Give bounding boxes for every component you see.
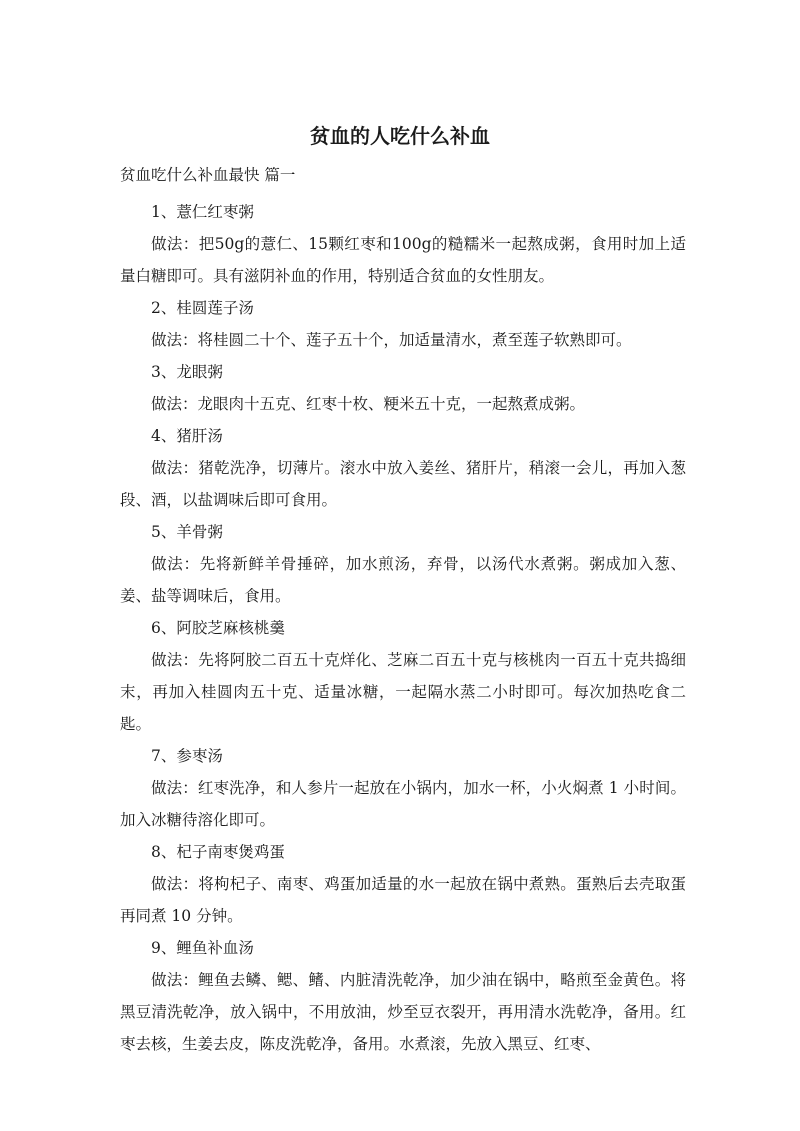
document-subtitle: 贫血吃什么补血最快 篇一 [120, 166, 296, 184]
recipe-body: 做法：猪乾洗净，切薄片。滚水中放入姜丝、猪肝片，稍滚一会儿，再加入葱段、酒，以盐调味后即可食用。 [120, 459, 686, 509]
recipe-list [120, 196, 686, 1060]
recipe-heading: 3、龙眼粥 [151, 363, 223, 381]
recipe-heading: 7、参枣汤 [151, 747, 223, 765]
recipe-section [120, 420, 686, 516]
recipe-heading: 6、阿胶芝麻核桃羹 [151, 619, 285, 637]
recipe-heading: 2、桂圆莲子汤 [151, 299, 254, 317]
recipe-body: 做法：鲤鱼去鳞、鳃、鳍、内脏清洗乾净，加少油在锅中，略煎至金黄色。将黑豆清洗乾净，放入锅中，不用放油，炒至豆衣裂开，再用清水洗乾净，备用。红枣去核，生姜去皮，陈皮洗乾净，备用。水煮滚，先放入黑豆、红枣、 [120, 971, 686, 1053]
recipe-body: 做法：红枣洗净，和人参片一起放在小锅内，加水一杯，小火焖煮 1 小时间。加入冰糖待溶化即可。 [120, 779, 686, 829]
recipe-body: 做法：将枸杞子、南枣、鸡蛋加适量的水一起放在锅中煮熟。蛋熟后去壳取蛋再同煮 10 分钟。 [120, 875, 686, 925]
recipe-section [120, 836, 686, 932]
recipe-heading: 1、薏仁红枣粥 [151, 203, 254, 221]
recipe-body: 做法：先将新鲜羊骨捶碎，加水煎汤，弃骨，以汤代水煮粥。粥成加入葱、姜、盐等调味后，食用。 [120, 555, 686, 605]
recipe-heading: 4、猪肝汤 [151, 427, 223, 445]
document-title: 贫血的人吃什么补血 [310, 124, 490, 148]
recipe-section [120, 356, 686, 420]
recipe-section [120, 292, 686, 356]
recipe-section [120, 196, 686, 292]
recipe-heading: 9、鲤鱼补血汤 [151, 939, 254, 957]
recipe-body: 做法：将桂圆二十个、莲子五十个，加适量清水，煮至莲子软熟即可。 [151, 331, 632, 349]
recipe-section [120, 612, 686, 740]
recipe-body: 做法：先将阿胶二百五十克烊化、芝麻二百五十克与核桃肉一百五十克共捣细末，再加入桂圆肉五十克、适量冰糖，一起隔水蒸二小时即可。每次加热吃食二匙。 [120, 651, 686, 733]
recipe-heading: 5、羊骨粥 [151, 523, 223, 541]
recipe-section [120, 740, 686, 836]
recipe-body: 做法：龙眼肉十五克、红枣十枚、粳米五十克，一起熬煮成粥。 [151, 395, 586, 413]
recipe-section [120, 516, 686, 612]
recipe-body: 做法：把50g的薏仁、15颗红枣和100g的糙糯米一起熬成粥，食用时加上适量白糖即可。具有滋阴补血的作用，特别适合贫血的女性朋友。 [120, 235, 686, 285]
recipe-section [120, 932, 686, 1060]
recipe-heading: 8、杞子南枣煲鸡蛋 [151, 843, 285, 861]
